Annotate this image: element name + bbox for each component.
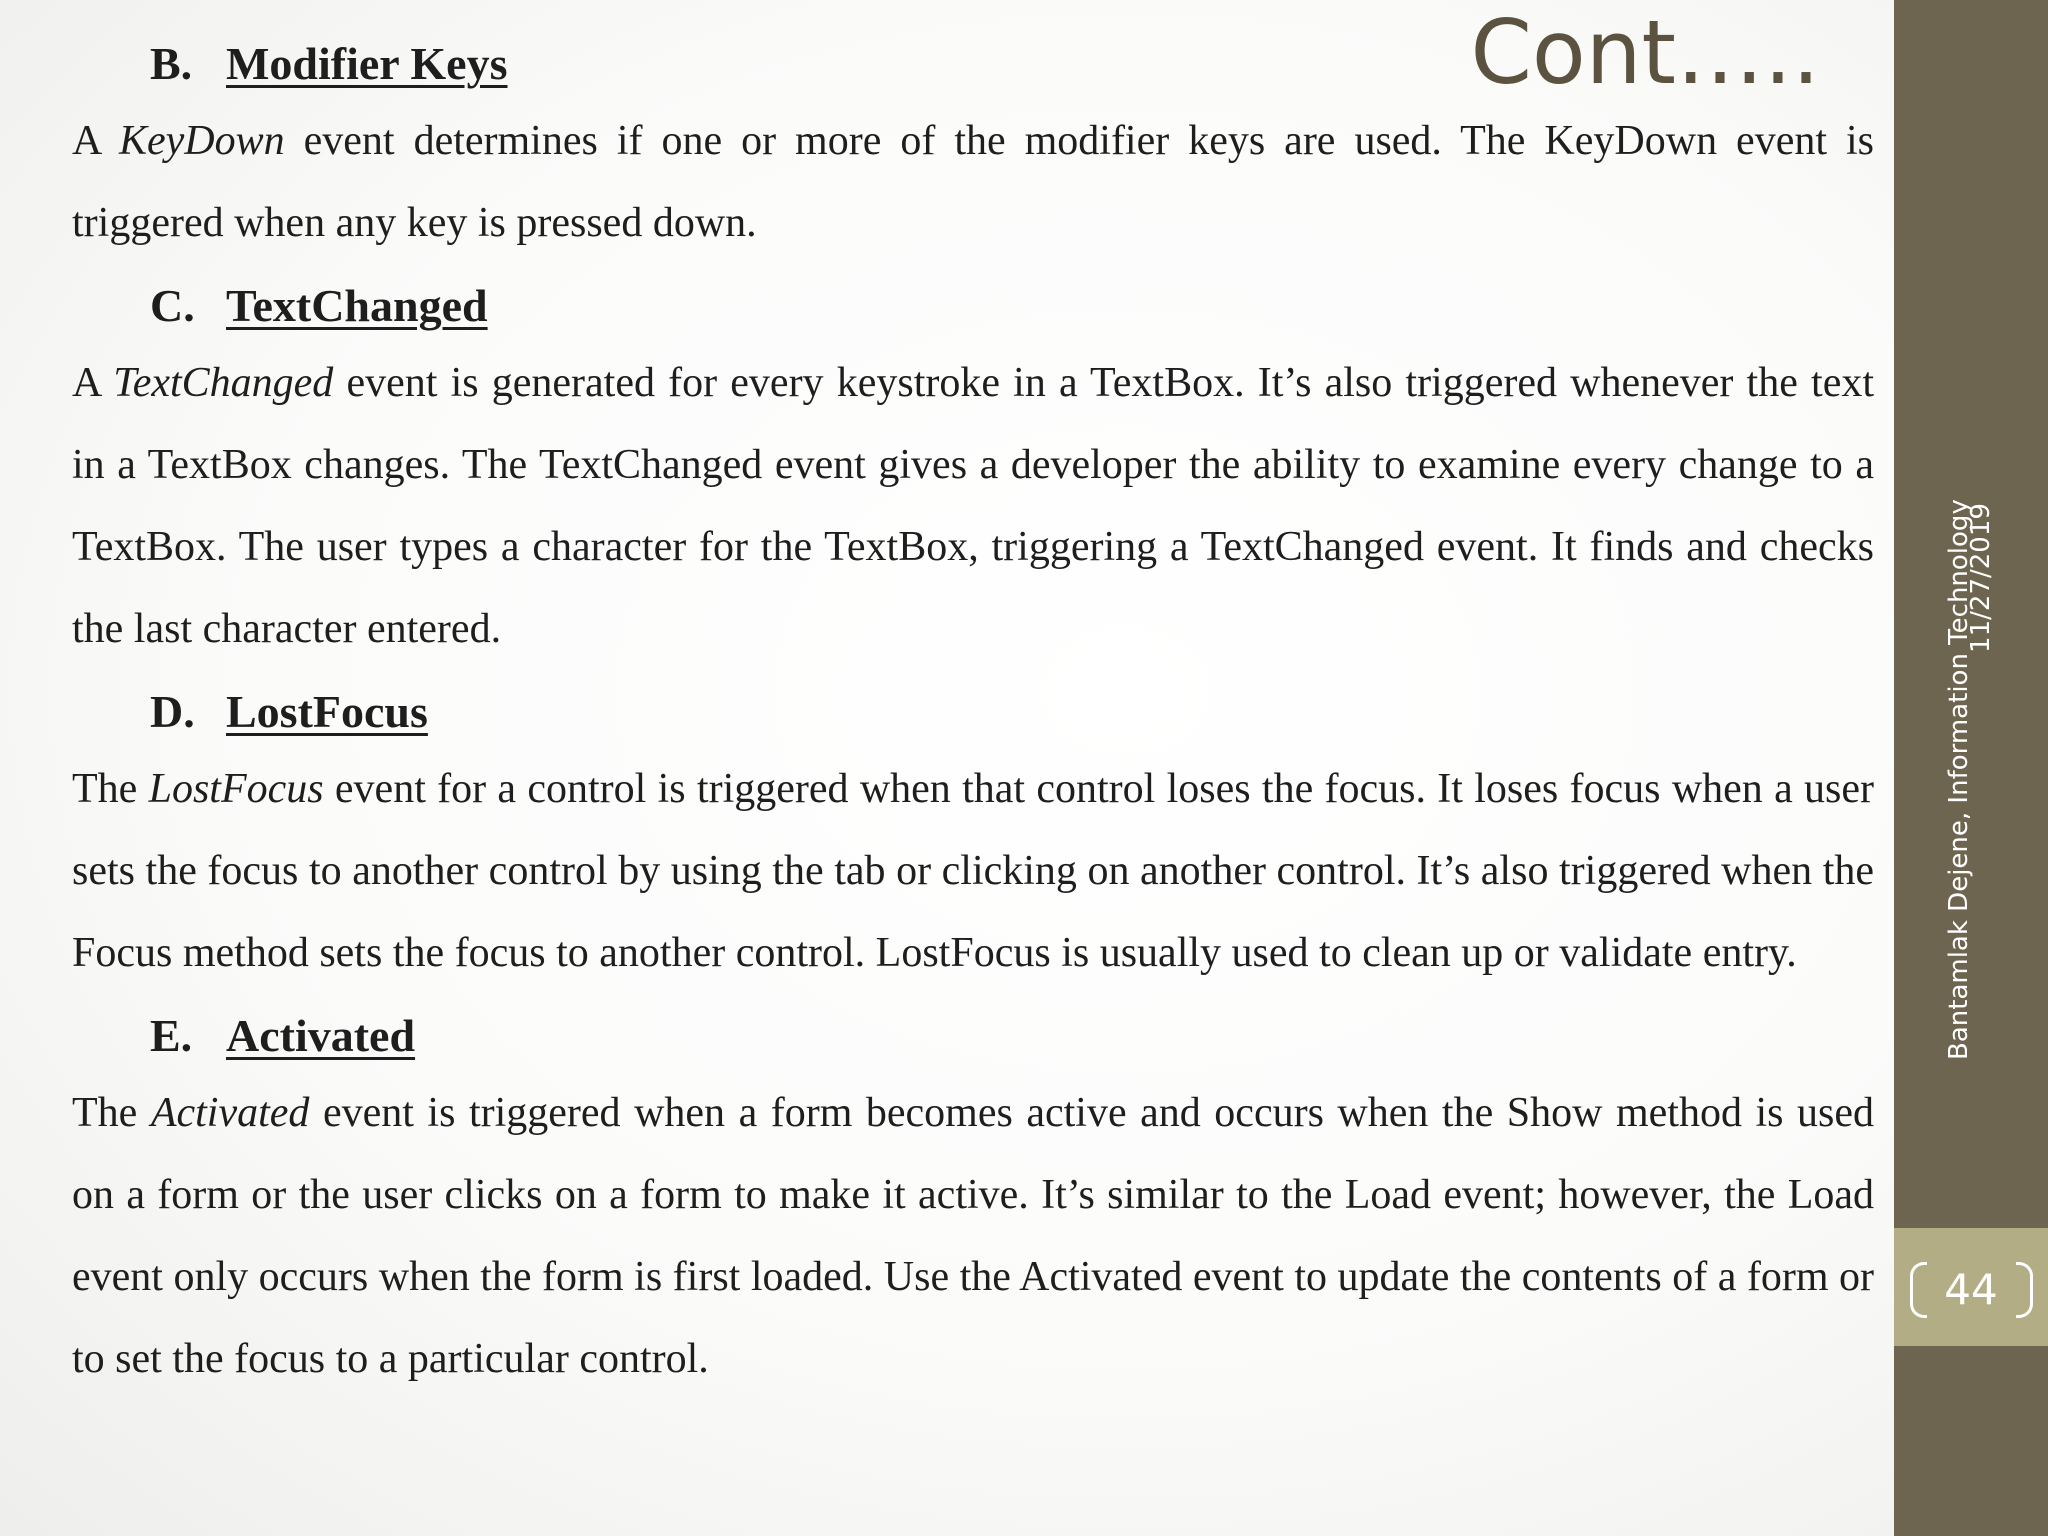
term-keydown: KeyDown [119,118,285,164]
term-textchanged: TextChanged [113,360,334,406]
paragraph-body: event is triggered when a form becomes active and occurs when the Show method is used on a form or the user clicks on a form to make it active. It’s similar to the Load event; however, the Load event only occurs when the form is first loaded. Use the Activated event to update the contents of a form or to set the focus to a particular control. [72,1090,1874,1382]
paragraph-lead: A [72,360,114,406]
heading-letter: B. [150,38,193,89]
heading-letter: C. [150,280,195,331]
slide-date: 11/27/2019 [1966,503,1996,653]
heading-lostfocus [150,676,1874,748]
heading-text: Activated [226,1010,416,1061]
paragraph-lead: A [72,118,119,164]
heading-letter: E. [150,1010,193,1061]
paragraph-activated [72,1072,1874,1400]
term-lostfocus: LostFocus [148,766,324,812]
slide-title: Cont….. [1470,1,1820,104]
paragraph-lostfocus [72,748,1874,994]
page-number: 44 [1944,1265,1998,1314]
heading-text: TextChanged [226,280,488,331]
slide-content [72,28,1874,1406]
term-activated: Activated [150,1090,310,1136]
heading-modifier-keys [150,28,1874,100]
paragraph-lead: The [72,766,149,812]
heading-textchanged [150,270,1874,342]
heading-text: LostFocus [226,686,428,737]
paragraph-textchanged [72,342,1874,670]
paragraph-lead: The [72,1090,151,1136]
heading-letter: D. [150,686,195,737]
heading-text: Modifier Keys [226,38,508,89]
slide-author: Bantamlak Dejene, Information Technology [1944,499,1974,1060]
paragraph-body: event is generated for every keystroke in a TextBox. It’s also triggered whenever the text in a TextBox changes. The TextChanged event gives a developer the ability to examine every change to a TextBox. The user types a character for the TextBox, triggering a TextChanged event. It finds and checks the last character entered. [72,360,1875,652]
paragraph-body: event for a control is triggered when that control loses the focus. It loses focus when a user sets the focus to another control by using the tab or clicking on another control. It’s also triggered when the Focus method sets the focus to another control. LostFocus is usually used to clean up or validate entry. [72,766,1874,976]
paragraph-modifier-keys [72,100,1874,264]
paragraph-body: event determines if one or more of the modifier keys are used. The KeyDown event is triggered when any key is pressed down. [72,118,1874,246]
heading-activated [150,1000,1874,1072]
